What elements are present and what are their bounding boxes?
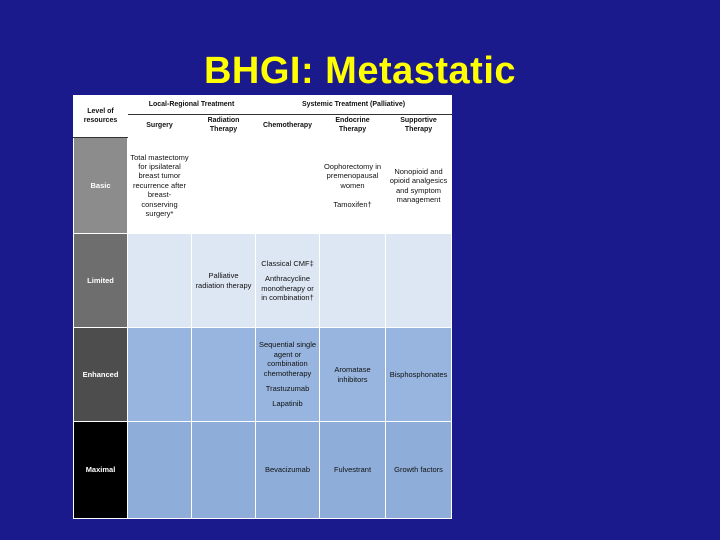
cell-endocrine: Aromatase inhibitors	[320, 328, 386, 422]
cell-surgery	[128, 234, 192, 328]
cell-text: Classical CMF‡	[261, 258, 314, 268]
column-header-surgery: Surgery	[128, 115, 192, 138]
level-of-resources-header: Level of resources	[74, 96, 128, 138]
cell-radiation	[192, 328, 256, 422]
cell-chemotherapy: Bevacizumab	[256, 422, 320, 519]
cell-text: Lapatinib	[272, 399, 303, 409]
cell-text: Anthracycline monotherapy or in combination†	[261, 274, 314, 302]
level-label: Basic	[74, 138, 128, 234]
cell-chemotherapy	[256, 328, 320, 422]
column-header-supportive: Supportive Therapy	[386, 115, 452, 138]
cell-surgery: Total mastectomy for ipsilateral breast tumor recurrence after breast-conserving surgery*	[128, 138, 192, 234]
table-row-basic	[74, 138, 452, 234]
local-regional-header: Local-Regional Treatment	[128, 96, 256, 115]
cell-text: Sequential single agent or combination chemotherapy	[258, 340, 317, 378]
cell-surgery	[128, 328, 192, 422]
cell-text: Oophorectomy in premenopausal women	[323, 161, 382, 190]
cell-surgery	[128, 422, 192, 519]
cell-radiation: Palliative radiation therapy	[192, 234, 256, 328]
cell-endocrine: Fulvestrant	[320, 422, 386, 519]
level-label: Maximal	[74, 422, 128, 519]
table-row-enhanced	[74, 328, 452, 422]
cell-chemotherapy	[256, 138, 320, 234]
systemic-header: Systemic Treatment (Palliative)	[256, 96, 452, 115]
cell-radiation	[192, 422, 256, 519]
cell-text: Tamoxifen†	[333, 199, 372, 209]
cell-supportive: Growth factors	[386, 422, 452, 519]
cell-text: Trastuzumab	[265, 383, 310, 393]
cell-radiation	[192, 138, 256, 234]
treatment-table	[73, 95, 451, 508]
cell-supportive: Nonopioid and opioid analgesics and symptom management	[386, 138, 452, 234]
cell-endocrine	[320, 234, 386, 328]
cell-supportive: Bisphosphonates	[386, 328, 452, 422]
table-row-limited	[74, 234, 452, 328]
column-header-chemotherapy: Chemotherapy	[256, 115, 320, 138]
level-label: Enhanced	[74, 328, 128, 422]
cell-supportive	[386, 234, 452, 328]
level-label: Limited	[74, 234, 128, 328]
table-row-maximal	[74, 422, 452, 519]
column-header-radiation: Radiation Therapy	[192, 115, 256, 138]
cell-endocrine	[320, 138, 386, 234]
slide-title: BHGI: Metastatic	[203, 50, 517, 92]
column-header-endocrine: Endocrine Therapy	[320, 115, 386, 138]
cell-chemotherapy	[256, 234, 320, 328]
